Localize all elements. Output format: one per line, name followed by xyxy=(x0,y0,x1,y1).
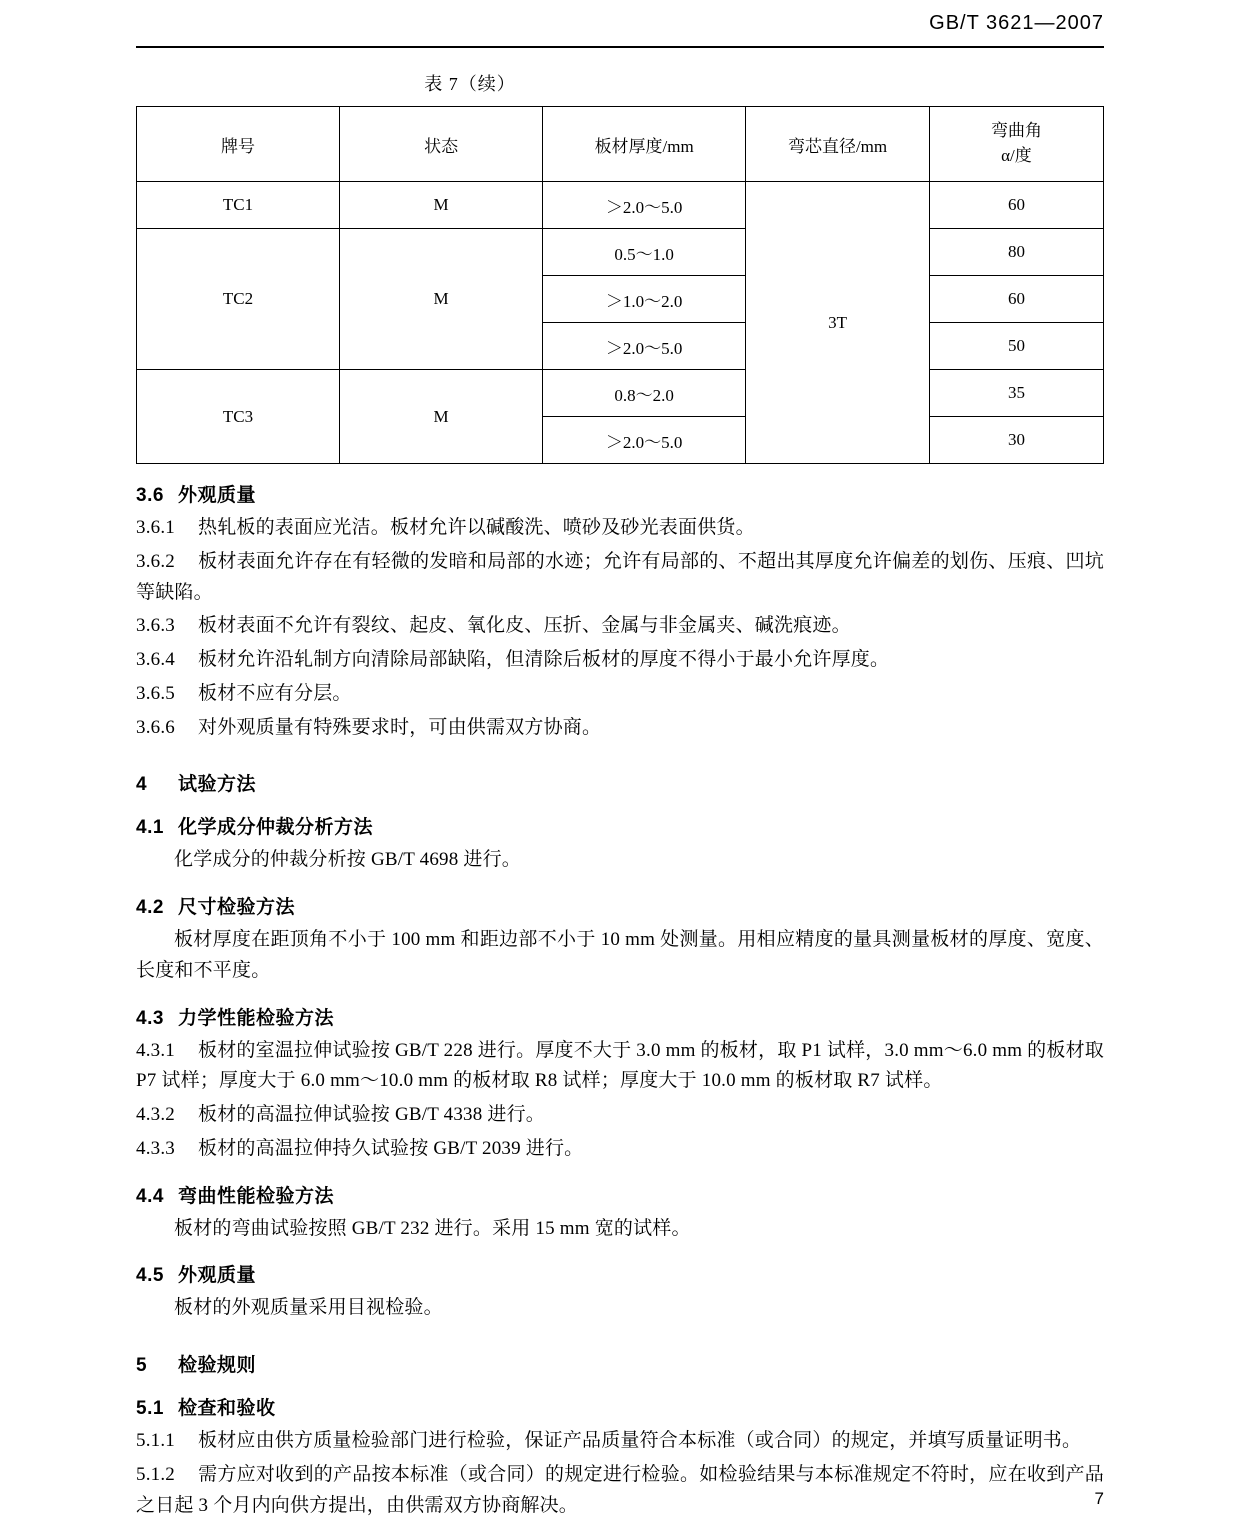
cell-diameter: 3T xyxy=(746,182,930,464)
heading-3-6 xyxy=(136,480,1104,507)
heading-5-1-number: 5.1 xyxy=(136,1398,164,1420)
table-header-row xyxy=(137,107,1104,182)
heading-4-2 xyxy=(136,892,1104,919)
para-5-1-1 xyxy=(136,1426,1104,1457)
cell-thickness: ＞2.0～5.0 xyxy=(543,417,746,464)
para-3-6-6-text: 对外观质量有特殊要求时，可由供需双方协商。 xyxy=(198,716,602,738)
page-number: 7 xyxy=(1094,1489,1104,1508)
para-3-6-2 xyxy=(136,547,1104,609)
para-4-3-3-number: 4.3.3 xyxy=(136,1137,175,1159)
table-caption: 表 7（续） xyxy=(424,74,516,94)
para-3-6-5-number: 3.6.5 xyxy=(136,682,175,704)
para-3-6-4-number: 3.6.4 xyxy=(136,649,175,671)
heading-4-2-title: 尺寸检验方法 xyxy=(178,897,296,919)
para-5-1-1-number: 5.1.1 xyxy=(136,1430,175,1452)
heading-4-5-title: 外观质量 xyxy=(178,1265,257,1287)
cell-grade: TC3 xyxy=(137,370,340,464)
th-diameter: 弯芯直径/mm xyxy=(746,107,930,182)
heading-4-1-number: 4.1 xyxy=(136,817,164,839)
cell-grade: TC1 xyxy=(137,182,340,229)
cell-thickness: 0.5～1.0 xyxy=(543,229,746,276)
para-3-6-1-number: 3.6.1 xyxy=(136,517,175,538)
cell-angle: 60 xyxy=(929,182,1103,229)
para-4-3-1-text: 板材的室温拉伸试验按 GB/T 228 进行。厚度不大于 3.0 mm 的板材，取 P1 试样，3.0 mm～6.0 mm 的板材取 P7 试样；厚度大于 6.0 mm～10.0 mm 的板材取 R8 试样；厚度大于 10.0 mm 的板材取 R7 试样。 xyxy=(136,1039,1104,1092)
heading-4-2-number: 4.2 xyxy=(136,897,164,919)
table-row xyxy=(137,229,1104,276)
table-row xyxy=(137,182,1104,229)
para-4-2-body: 板材厚度在距顶角不小于 100 mm 和距边部不小于 10 mm 处测量。用相应精度的量具测量板材的厚度、宽度、长度和不平度。 xyxy=(136,929,1104,981)
th-angle-line1: 弯曲角 xyxy=(990,121,1042,141)
cell-state: M xyxy=(340,229,543,370)
para-5-1-1-text: 板材应由供方质量检验部门进行检验，保证产品质量符合本标准（或合同）的规定，并填写质量证明书。 xyxy=(198,1430,1082,1452)
para-5-1-2 xyxy=(136,1460,1104,1522)
heading-4-3 xyxy=(136,1003,1104,1030)
heading-5-1 xyxy=(136,1393,1104,1420)
para-4-1-body: 化学成分的仲裁分析按 GB/T 4698 进行。 xyxy=(174,849,521,871)
para-3-6-2-text: 板材表面允许存在有轻微的发暗和局部的水迹；允许有局部的、不超出其厚度允许偏差的划伤、压痕、凹坑等缺陷。 xyxy=(136,550,1104,603)
cell-thickness: 0.8～2.0 xyxy=(543,370,746,417)
cell-thickness: ＞2.0～5.0 xyxy=(543,323,746,370)
para-5-1-2-text: 需方应对收到的产品按本标准（或合同）的规定进行检验。如检验结果与本标准规定不符时，应在收到产品之日起 3 个月内向供方提出，由供需双方协商解决。 xyxy=(136,1464,1104,1516)
para-3-6-3-number: 3.6.3 xyxy=(136,615,175,637)
para-3-6-1 xyxy=(136,513,1104,544)
table-row xyxy=(137,370,1104,417)
para-4-3-2 xyxy=(136,1100,1104,1131)
th-grade: 牌号 xyxy=(137,107,340,182)
heading-4-number: 4 xyxy=(136,774,148,796)
cell-state: M xyxy=(340,370,543,464)
para-4-5-body: 板材的外观质量采用目视检验。 xyxy=(174,1297,443,1319)
para-4-4-body: 板材的弯曲试验按照 GB/T 232 进行。采用 15 mm 宽的试样。 xyxy=(174,1217,691,1239)
th-state: 状态 xyxy=(340,107,543,182)
para-3-6-5 xyxy=(136,679,1104,710)
heading-4-5-number: 4.5 xyxy=(136,1265,164,1287)
para-5-1-2-number: 5.1.2 xyxy=(136,1464,175,1486)
cell-thickness: ＞2.0～5.0 xyxy=(543,182,746,229)
para-3-6-3-text: 板材表面不允许有裂纹、起皮、氧化皮、压折、金属与非金属夹、碱洗痕迹。 xyxy=(198,615,851,637)
para-4-3-3 xyxy=(136,1134,1104,1165)
cell-angle: 80 xyxy=(929,229,1103,276)
heading-4-4 xyxy=(136,1181,1104,1208)
standard-number: GB/T 3621—2007 xyxy=(929,12,1104,34)
para-3-6-1-text: 热轧板的表面应光洁。板材允许以碱酸洗、喷砂及砂光表面供货。 xyxy=(198,517,755,538)
heading-4-3-title: 力学性能检验方法 xyxy=(178,1007,335,1029)
cell-angle: 30 xyxy=(929,417,1103,464)
heading-4-4-title: 弯曲性能检验方法 xyxy=(178,1185,335,1207)
para-4-3-1 xyxy=(136,1036,1104,1098)
heading-5-number: 5 xyxy=(136,1355,148,1377)
para-3-6-3 xyxy=(136,611,1104,642)
th-thickness: 板材厚度/mm xyxy=(543,107,746,182)
cell-state: M xyxy=(340,182,543,229)
heading-4-5 xyxy=(136,1260,1104,1287)
heading-4-3-number: 4.3 xyxy=(136,1007,164,1029)
para-4-3-2-number: 4.3.2 xyxy=(136,1104,175,1126)
heading-4-1 xyxy=(136,812,1104,839)
para-3-6-5-text: 板材不应有分层。 xyxy=(198,682,352,704)
cell-angle: 50 xyxy=(929,323,1103,370)
heading-4-4-number: 4.4 xyxy=(136,1185,164,1207)
heading-4-title: 试验方法 xyxy=(178,774,257,796)
bend-test-table xyxy=(136,106,1104,464)
header-divider xyxy=(136,46,1104,48)
heading-3-6-number: 3.6 xyxy=(136,485,164,506)
page-header xyxy=(136,0,1104,48)
heading-5-title: 检验规则 xyxy=(178,1355,257,1377)
cell-angle: 35 xyxy=(929,370,1103,417)
th-angle xyxy=(929,107,1103,182)
para-3-6-6-number: 3.6.6 xyxy=(136,716,175,738)
heading-3-6-title: 外观质量 xyxy=(178,485,257,506)
heading-4 xyxy=(136,769,1104,796)
heading-5-1-title: 检查和验收 xyxy=(178,1398,276,1420)
th-angle-line2: α/度 xyxy=(1001,146,1032,165)
para-3-6-6 xyxy=(136,713,1104,744)
para-3-6-4-text: 板材允许沿轧制方向清除局部缺陷，但清除后板材的厚度不得小于最小允许厚度。 xyxy=(198,649,890,671)
para-4-3-2-text: 板材的高温拉伸试验按 GB/T 4338 进行。 xyxy=(198,1104,545,1126)
para-4-3-3-text: 板材的高温拉伸持久试验按 GB/T 2039 进行。 xyxy=(198,1137,584,1159)
para-3-6-4 xyxy=(136,645,1104,676)
para-4-3-1-number: 4.3.1 xyxy=(136,1039,175,1061)
para-3-6-2-number: 3.6.2 xyxy=(136,550,175,572)
heading-5 xyxy=(136,1350,1104,1377)
cell-grade: TC2 xyxy=(137,229,340,370)
heading-4-1-title: 化学成分仲裁分析方法 xyxy=(178,817,374,839)
cell-thickness: ＞1.0～2.0 xyxy=(543,276,746,323)
cell-angle: 60 xyxy=(929,276,1103,323)
